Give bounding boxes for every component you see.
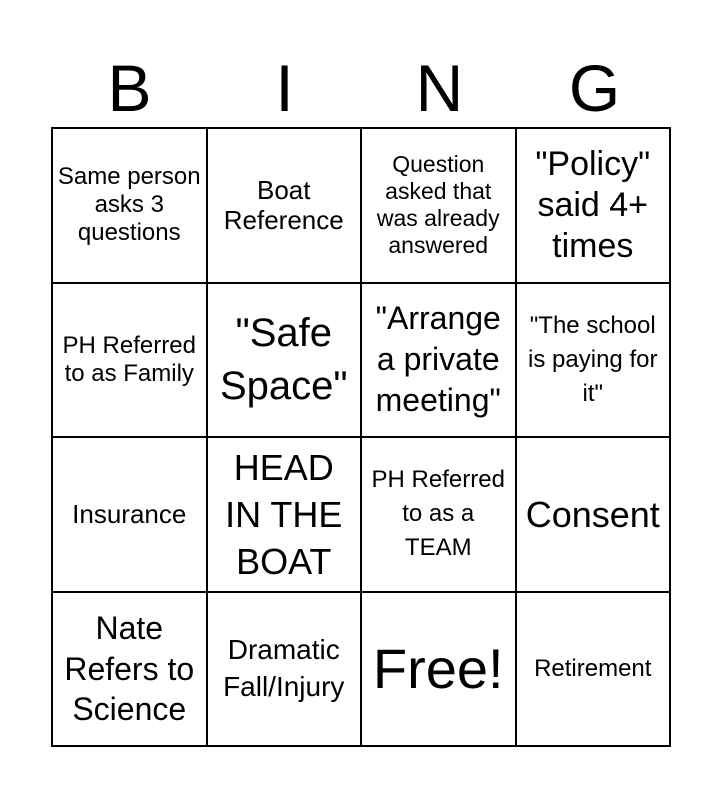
- header-letter-g: G: [568, 51, 621, 125]
- bingo-cell[interactable]: [517, 438, 672, 593]
- header-letter-b: B: [107, 51, 152, 125]
- bingo-cell[interactable]: [208, 593, 363, 748]
- bingo-cell[interactable]: [53, 438, 208, 593]
- bingo-cell-text: Question asked that was already answered: [376, 151, 500, 259]
- bingo-cell-text: Dramatic Fall/Injury: [223, 633, 345, 702]
- bingo-cell-text: Consent: [525, 493, 660, 535]
- bingo-cell-text: "Policy" said 4+ times: [535, 145, 651, 265]
- free-space-text: Free!: [372, 636, 504, 700]
- bingo-cell[interactable]: [517, 284, 672, 439]
- bingo-cell[interactable]: [53, 129, 208, 284]
- bingo-cell[interactable]: [517, 593, 672, 748]
- bingo-cell-text: PH Referred to as Family: [62, 331, 196, 387]
- bingo-cell[interactable]: [208, 129, 363, 284]
- bingo-cell-text: "The school is paying for it": [528, 311, 658, 407]
- bingo-cell-text: "Safe Space": [219, 310, 348, 408]
- bingo-cell[interactable]: [362, 438, 517, 593]
- header-letter-n: N: [415, 51, 464, 125]
- bingo-cell-text: Same person asks 3 questions: [57, 163, 201, 247]
- bingo-cell-text: HEAD IN THE BOAT: [225, 446, 343, 582]
- bingo-cell[interactable]: [53, 593, 208, 748]
- bingo-cell-text: "Arrange a private meeting": [375, 300, 501, 419]
- free-space-cell[interactable]: [362, 593, 517, 748]
- bingo-cell[interactable]: [517, 129, 672, 284]
- bingo-cell[interactable]: [362, 129, 517, 284]
- header-letter-i: I: [275, 51, 294, 125]
- bingo-cell-text: Retirement: [534, 654, 652, 682]
- bingo-cell-text: Boat Reference: [223, 174, 344, 236]
- bingo-cell-text: Nate Refers to Science: [64, 610, 195, 727]
- bingo-cell[interactable]: [208, 284, 363, 439]
- bingo-header: [52, 50, 672, 126]
- bingo-cell[interactable]: [362, 284, 517, 439]
- bingo-board: [51, 127, 671, 747]
- bingo-cell-text: PH Referred to as a TEAM: [371, 466, 505, 562]
- bingo-cell[interactable]: [53, 284, 208, 439]
- bingo-cell[interactable]: [208, 438, 363, 593]
- bingo-cell-text: Insurance: [72, 499, 187, 530]
